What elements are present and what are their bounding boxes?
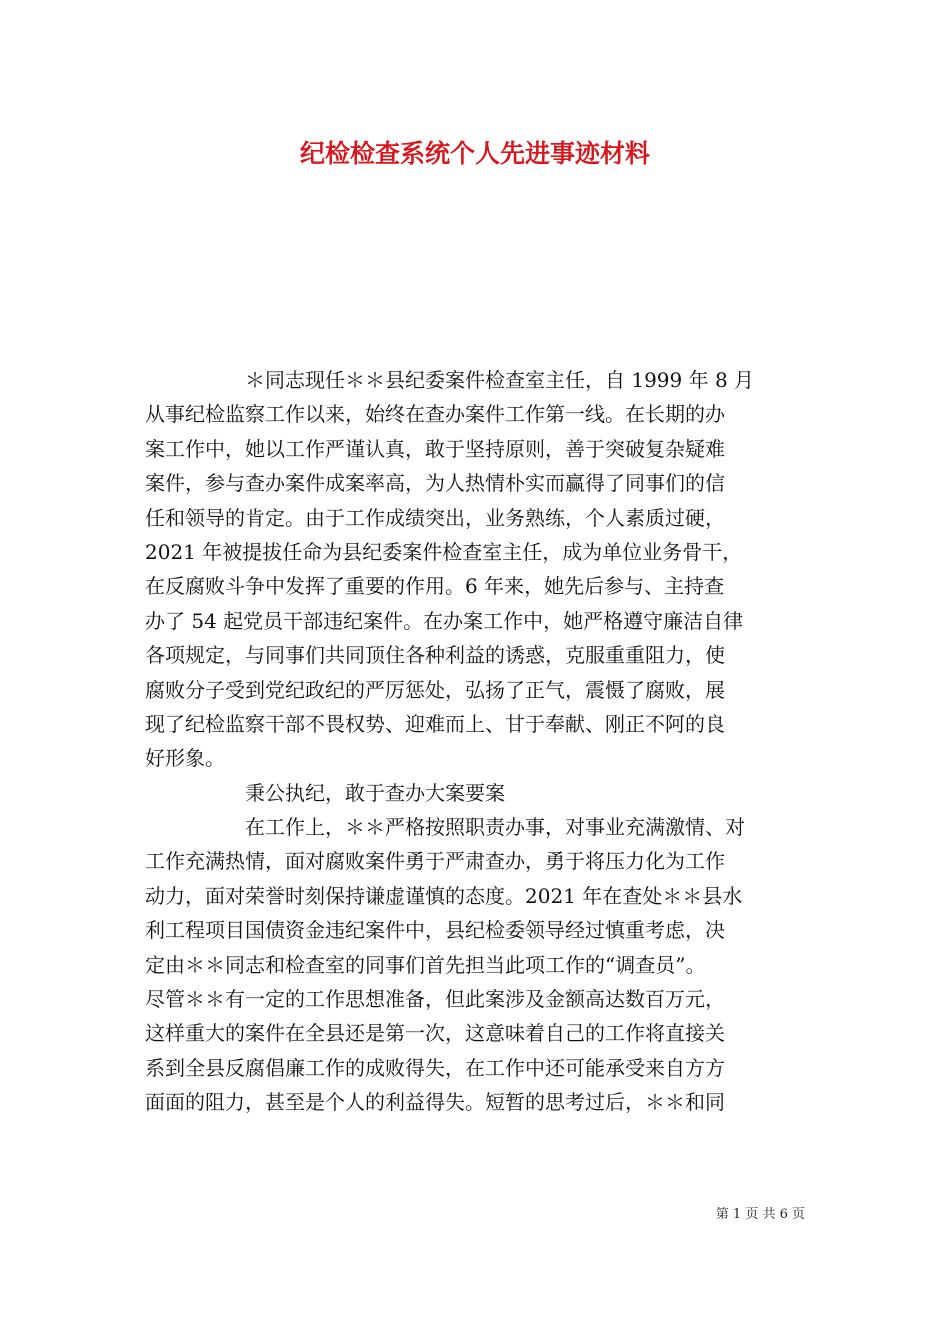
body-line: 利工程项目国债资金违纪案件中，县纪检委领导经过慎重考虑，决	[145, 918, 725, 943]
document-title: 纪检检查系统个人先进事迹材料	[299, 139, 650, 168]
body-line: 腐败分子受到党纪政纪的严厉惩处，弘扬了正气，震慑了腐败，展	[145, 677, 725, 702]
body-line: 在反腐败斗争中发挥了重要的作用。6 年来，她先后参与、主持查	[145, 574, 725, 599]
body-line: ＊同志现任＊＊县纪委案件检查室主任，自 1999 年 8 月	[245, 368, 755, 392]
body-line: 从事纪检监察工作以来，始终在查办案件工作第一线。在长期的办	[145, 402, 725, 427]
body-line: 好形象。	[145, 746, 225, 771]
body-line: 任和领导的肯定。由于工作成绩突出，业务熟练，个人素质过硬，	[145, 505, 725, 530]
body-line: 定由＊＊同志和检查室的同事们首先担当此项工作的“调查员”。	[145, 952, 706, 977]
section-heading: 秉公执纪，敢于查办大案要案	[245, 780, 505, 805]
body-line: 2021 年被提拔任命为县纪委案件检查室主任，成为单位业务骨干，	[145, 539, 743, 564]
page-number-footer: 第 1 页 共 6 页	[715, 1207, 805, 1222]
body-line: 尽管＊＊有一定的工作思想准备，但此案涉及金额高达数百万元，	[145, 987, 725, 1012]
body-line: 这样重大的案件在全县还是第一次，这意味着自己的工作将直接关	[145, 1021, 725, 1046]
body-line: 案工作中，她以工作严谨认真，敢于坚持原则，善于突破复杂疑难	[145, 436, 725, 461]
body-line: 动力，面对荣誉时刻保持谦虚谨慎的态度。2021 年在查处＊＊县水	[145, 883, 743, 908]
body-line: 在工作上，＊＊严格按照职责办事，对事业充满激情、对	[245, 815, 745, 840]
body-line: 办了 54 起党员干部违纪案件。在办案工作中，她严格遵守廉洁自律	[145, 608, 744, 633]
body-line: 系到全县反腐倡廉工作的成败得失，在工作中还可能承受来自方方	[145, 1055, 725, 1080]
body-line: 各项规定，与同事们共同顶住各种利益的诱惑，克服重重阻力，使	[145, 643, 725, 668]
body-line: 现了纪检监察干部不畏权势、迎难而上、甘于奉献、刚正不阿的良	[145, 711, 725, 736]
body-line: 工作充满热情，面对腐败案件勇于严肃查办，勇于将压力化为工作	[145, 849, 725, 874]
body-line: 面面的阻力，甚至是个人的利益得失。短暂的思考过后，＊＊和同	[145, 1090, 725, 1115]
body-line: 案件，参与查办案件成案率高，为人热情朴实而赢得了同事们的信	[145, 471, 725, 496]
document-body	[145, 363, 805, 1120]
